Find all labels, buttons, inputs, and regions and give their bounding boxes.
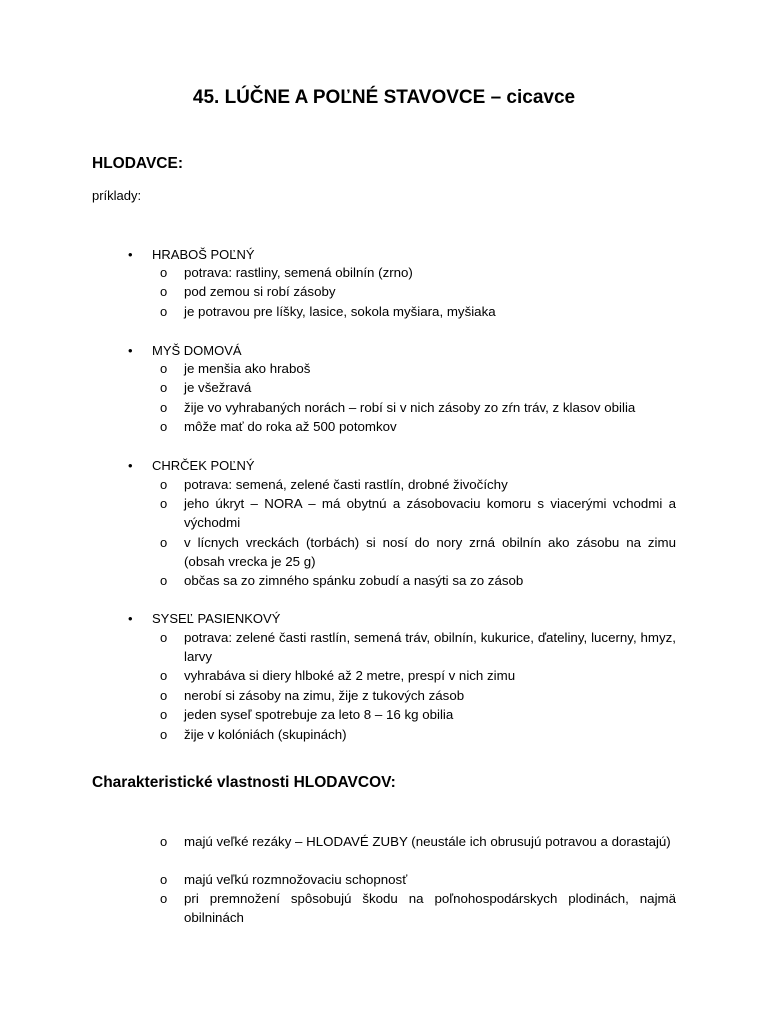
fact-text: majú veľkú rozmnožovaciu schopnosť — [184, 872, 408, 887]
sub-marker: o — [160, 688, 168, 703]
list-subitem — [160, 282, 676, 301]
sub-marker: o — [160, 265, 168, 280]
fact-text: pri premnožení spôsobujú škodu na poľnohospodárskych plodinách, najmä obilninách — [184, 891, 676, 926]
sub-marker: o — [160, 400, 168, 415]
list-subitem — [160, 832, 676, 851]
list-subitem — [160, 870, 676, 889]
list-subitem — [160, 533, 676, 572]
animal-name: HRABOŠ POĽNÝ — [152, 247, 255, 262]
intro-text: príklady: — [92, 188, 142, 203]
section-heading-characteristics: Charakteristické vlastnosti HLODAVCOV: — [92, 774, 396, 791]
list-subitem — [160, 666, 676, 685]
bullet-marker: • — [128, 247, 133, 262]
list-subitem — [160, 417, 676, 436]
list-subitem — [160, 725, 676, 744]
list-subitem — [160, 571, 676, 590]
list-subitem — [160, 494, 676, 533]
sub-marker: o — [160, 304, 168, 319]
sub-marker: o — [160, 668, 168, 683]
sub-marker: o — [160, 891, 168, 906]
fact-text: je všežravá — [184, 380, 252, 395]
page-title: 45. LÚČNE A POĽNÉ STAVOVCE – cicavce — [192, 87, 576, 108]
fact-text: potrava: semená, zelené časti rastlín, drobné živočíchy — [184, 477, 508, 492]
fact-text: je menšia ako hraboš — [184, 361, 311, 376]
fact-text: vyhrabáva si diery hlboké až 2 metre, prespí v nich zimu — [184, 668, 516, 683]
sub-marker: o — [160, 361, 168, 376]
sub-marker: o — [160, 535, 168, 550]
sub-marker: o — [160, 630, 168, 645]
list-subitem — [160, 263, 676, 282]
list-subitem — [160, 705, 676, 724]
list-subitem — [160, 378, 676, 397]
fact-text: žije vo vyhrabaných norách – robí si v nich zásoby zo zŕn tráv, z klasov obilia — [184, 400, 636, 415]
fact-text: potrava: zelené časti rastlín, semená tráv, obilnín, kukurice, ďateliny, lucerny, hmyz, larvy — [184, 630, 676, 665]
bullet-marker: • — [128, 343, 133, 358]
sub-marker: o — [160, 872, 168, 887]
fact-text: pod zemou si robí zásoby — [184, 284, 336, 299]
fact-text: môže mať do roka až 500 potomkov — [184, 419, 397, 434]
list-subitem — [160, 686, 676, 705]
sub-marker: o — [160, 477, 168, 492]
sub-marker: o — [160, 380, 168, 395]
fact-text: jeho úkryt – NORA – má obytnú a zásobovaciu komoru s viacerými vchodmi a východmi — [184, 496, 676, 531]
sub-marker: o — [160, 727, 168, 742]
fact-text: je potravou pre líšky, lasice, sokola myšiara, myšiaka — [184, 304, 496, 319]
list-subitem — [160, 398, 676, 417]
fact-text: žije v kolóniách (skupinách) — [184, 727, 347, 742]
sub-marker: o — [160, 707, 168, 722]
animal-name: CHRČEK POĽNÝ — [152, 458, 255, 473]
sub-marker: o — [160, 834, 168, 849]
animal-name: SYSEĽ PASIENKOVÝ — [152, 611, 281, 626]
animal-name: MYŠ DOMOVÁ — [152, 343, 242, 358]
fact-text: nerobí si zásoby na zimu, žije z tukových zásob — [184, 688, 465, 703]
list-subitem — [160, 359, 676, 378]
list-subitem — [160, 302, 676, 321]
sub-marker: o — [160, 573, 168, 588]
sub-marker: o — [160, 284, 168, 299]
sub-marker: o — [160, 419, 168, 434]
fact-text: jeden syseľ spotrebuje za leto 8 – 16 kg obilia — [184, 707, 454, 722]
list-subitem — [160, 889, 676, 928]
sub-marker: o — [160, 496, 168, 511]
fact-text: občas sa zo zimného spánku zobudí a nasýti sa zo zásob — [184, 573, 524, 588]
fact-text: v lícnych vreckách (torbách) si nosí do nory zrná obilnín ako zásobu na zimu (obsah vrecka je 25 g) — [184, 535, 676, 570]
list-subitem — [160, 628, 676, 667]
list-subitem — [160, 475, 676, 494]
section-heading-hlodavce: HLODAVCE: — [92, 155, 183, 172]
fact-text: potrava: rastliny, semená obilnín (zrno) — [184, 265, 413, 280]
bullet-marker: • — [128, 611, 133, 626]
fact-text: majú veľké rezáky – HLODAVÉ ZUBY (neustále ich obrusujú potravou a dorastajú) — [184, 834, 671, 849]
bullet-marker: • — [128, 458, 133, 473]
